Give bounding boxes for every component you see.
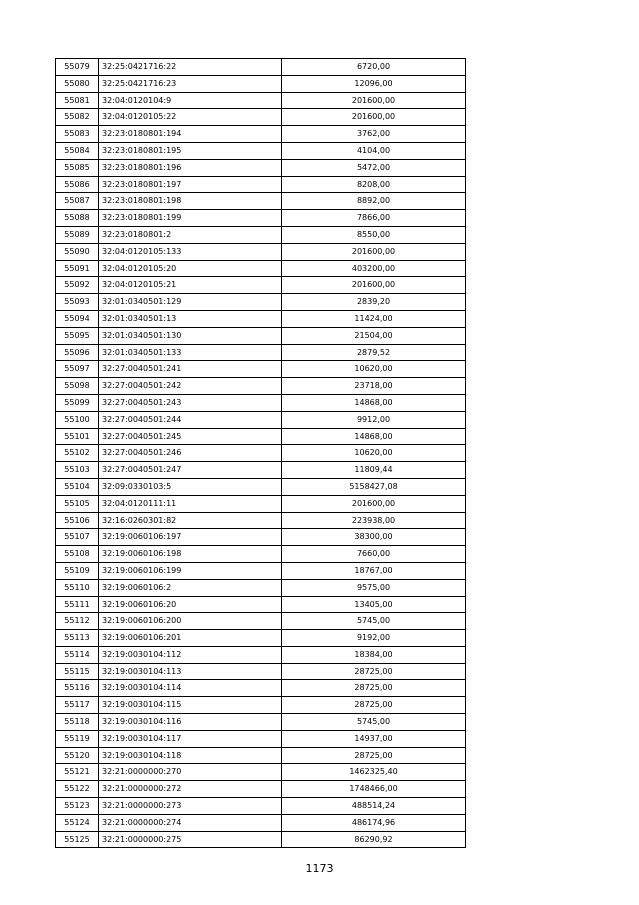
table-row xyxy=(56,159,466,176)
cadastral-number-cell: 32:19:0030104:113 xyxy=(99,663,282,680)
row-number-cell: 55097 xyxy=(56,361,99,378)
row-number-cell: 55101 xyxy=(56,428,99,445)
cadastral-number-cell: 32:27:0040501:242 xyxy=(99,378,282,395)
value-cell: 8550,00 xyxy=(282,226,466,243)
value-cell: 201600,00 xyxy=(282,92,466,109)
cadastral-number-cell: 32:23:0180801:199 xyxy=(99,210,282,227)
row-number-cell: 55088 xyxy=(56,210,99,227)
cadastral-number-cell: 32:27:0040501:246 xyxy=(99,445,282,462)
value-cell: 3762,00 xyxy=(282,126,466,143)
value-cell: 7660,00 xyxy=(282,546,466,563)
row-number-cell: 55110 xyxy=(56,579,99,596)
cadastral-number-cell: 32:19:0060106:2 xyxy=(99,579,282,596)
document-page xyxy=(55,58,466,848)
table-row xyxy=(56,798,466,815)
value-cell: 8892,00 xyxy=(282,193,466,210)
table-row xyxy=(56,92,466,109)
cadastral-number-cell: 32:04:0120104:9 xyxy=(99,92,282,109)
cadastral-number-cell: 32:25:0421716:23 xyxy=(99,75,282,92)
row-number-cell: 55114 xyxy=(56,646,99,663)
value-cell: 11424,00 xyxy=(282,310,466,327)
cadastral-number-cell: 32:21:0000000:275 xyxy=(99,831,282,848)
table-row xyxy=(56,462,466,479)
value-cell: 2879,52 xyxy=(282,344,466,361)
cadastral-number-cell: 32:19:0030104:112 xyxy=(99,646,282,663)
value-cell: 11809,44 xyxy=(282,462,466,479)
value-cell: 488514,24 xyxy=(282,798,466,815)
row-number-cell: 55099 xyxy=(56,394,99,411)
row-number-cell: 55104 xyxy=(56,478,99,495)
row-number-cell: 55084 xyxy=(56,142,99,159)
table-row xyxy=(56,764,466,781)
table-row xyxy=(56,378,466,395)
value-cell: 5472,00 xyxy=(282,159,466,176)
value-cell: 10620,00 xyxy=(282,445,466,462)
row-number-cell: 55116 xyxy=(56,680,99,697)
cadastral-number-cell: 32:21:0000000:272 xyxy=(99,781,282,798)
table-row xyxy=(56,411,466,428)
cadastral-number-cell: 32:19:0060106:197 xyxy=(99,529,282,546)
cadastral-number-cell: 32:04:0120105:20 xyxy=(99,260,282,277)
row-number-cell: 55093 xyxy=(56,294,99,311)
value-cell: 13405,00 xyxy=(282,596,466,613)
cadastral-number-cell: 32:23:0180801:194 xyxy=(99,126,282,143)
value-cell: 18767,00 xyxy=(282,562,466,579)
row-number-cell: 55094 xyxy=(56,310,99,327)
row-number-cell: 55112 xyxy=(56,613,99,630)
value-cell: 201600,00 xyxy=(282,109,466,126)
cadastral-number-cell: 32:27:0040501:244 xyxy=(99,411,282,428)
table-row xyxy=(56,344,466,361)
table-row xyxy=(56,210,466,227)
row-number-cell: 55089 xyxy=(56,226,99,243)
cadastral-number-cell: 32:01:0340501:133 xyxy=(99,344,282,361)
row-number-cell: 55115 xyxy=(56,663,99,680)
cadastral-number-cell: 32:04:0120111:11 xyxy=(99,495,282,512)
cadastral-number-cell: 32:01:0340501:130 xyxy=(99,327,282,344)
cadastral-number-cell: 32:23:0180801:195 xyxy=(99,142,282,159)
row-number-cell: 55125 xyxy=(56,831,99,848)
value-cell: 486174,96 xyxy=(282,814,466,831)
table-row xyxy=(56,75,466,92)
cadastral-number-cell: 32:04:0120105:133 xyxy=(99,243,282,260)
table-row xyxy=(56,294,466,311)
value-cell: 18384,00 xyxy=(282,646,466,663)
row-number-cell: 55098 xyxy=(56,378,99,395)
table-row xyxy=(56,327,466,344)
value-cell: 28725,00 xyxy=(282,747,466,764)
table-row xyxy=(56,814,466,831)
value-cell: 8208,00 xyxy=(282,176,466,193)
row-number-cell: 55118 xyxy=(56,714,99,731)
cadastral-number-cell: 32:04:0120105:22 xyxy=(99,109,282,126)
cadastral-number-cell: 32:04:0120105:21 xyxy=(99,277,282,294)
table-row xyxy=(56,495,466,512)
table-row xyxy=(56,428,466,445)
cadastral-value-table xyxy=(55,58,466,848)
row-number-cell: 55122 xyxy=(56,781,99,798)
row-number-cell: 55082 xyxy=(56,109,99,126)
row-number-cell: 55113 xyxy=(56,630,99,647)
value-cell: 28725,00 xyxy=(282,680,466,697)
table-row xyxy=(56,59,466,76)
table-row xyxy=(56,680,466,697)
cadastral-number-cell: 32:19:0060106:200 xyxy=(99,613,282,630)
value-cell: 10620,00 xyxy=(282,361,466,378)
cadastral-number-cell: 32:01:0340501:13 xyxy=(99,310,282,327)
table-row xyxy=(56,747,466,764)
table-row xyxy=(56,512,466,529)
value-cell: 86290,92 xyxy=(282,831,466,848)
row-number-cell: 55111 xyxy=(56,596,99,613)
row-number-cell: 55107 xyxy=(56,529,99,546)
value-cell: 23718,00 xyxy=(282,378,466,395)
cadastral-number-cell: 32:23:0180801:197 xyxy=(99,176,282,193)
cadastral-number-cell: 32:16:0260301:82 xyxy=(99,512,282,529)
row-number-cell: 55085 xyxy=(56,159,99,176)
table-row xyxy=(56,394,466,411)
cadastral-number-cell: 32:23:0180801:2 xyxy=(99,226,282,243)
cadastral-number-cell: 32:27:0040501:241 xyxy=(99,361,282,378)
cadastral-number-cell: 32:09:0330103:5 xyxy=(99,478,282,495)
cadastral-number-cell: 32:21:0000000:270 xyxy=(99,764,282,781)
row-number-cell: 55100 xyxy=(56,411,99,428)
cadastral-number-cell: 32:19:0030104:117 xyxy=(99,730,282,747)
row-number-cell: 55092 xyxy=(56,277,99,294)
value-cell: 14868,00 xyxy=(282,394,466,411)
cadastral-number-cell: 32:19:0060106:199 xyxy=(99,562,282,579)
cadastral-number-cell: 32:19:0030104:118 xyxy=(99,747,282,764)
value-cell: 201600,00 xyxy=(282,277,466,294)
cadastral-number-cell: 32:25:0421716:22 xyxy=(99,59,282,76)
value-cell: 4104,00 xyxy=(282,142,466,159)
cadastral-number-cell: 32:23:0180801:198 xyxy=(99,193,282,210)
row-number-cell: 55087 xyxy=(56,193,99,210)
value-cell: 5158427,08 xyxy=(282,478,466,495)
value-cell: 5745,00 xyxy=(282,613,466,630)
value-cell: 201600,00 xyxy=(282,495,466,512)
row-number-cell: 55103 xyxy=(56,462,99,479)
cadastral-number-cell: 32:19:0060106:20 xyxy=(99,596,282,613)
value-cell: 9912,00 xyxy=(282,411,466,428)
value-cell: 7866,00 xyxy=(282,210,466,227)
row-number-cell: 55124 xyxy=(56,814,99,831)
table-row xyxy=(56,243,466,260)
row-number-cell: 55095 xyxy=(56,327,99,344)
table-row xyxy=(56,478,466,495)
table-row xyxy=(56,714,466,731)
value-cell: 6720,00 xyxy=(282,59,466,76)
row-number-cell: 55119 xyxy=(56,730,99,747)
table-row xyxy=(56,445,466,462)
value-cell: 403200,00 xyxy=(282,260,466,277)
row-number-cell: 55081 xyxy=(56,92,99,109)
table-body xyxy=(56,59,466,848)
table-row xyxy=(56,260,466,277)
cadastral-number-cell: 32:19:0030104:115 xyxy=(99,697,282,714)
table-row xyxy=(56,361,466,378)
row-number-cell: 55106 xyxy=(56,512,99,529)
value-cell: 21504,00 xyxy=(282,327,466,344)
cadastral-number-cell: 32:19:0060106:198 xyxy=(99,546,282,563)
cadastral-number-cell: 32:21:0000000:274 xyxy=(99,814,282,831)
row-number-cell: 55080 xyxy=(56,75,99,92)
table-row xyxy=(56,596,466,613)
page-number: 1173 xyxy=(305,862,334,875)
table-row xyxy=(56,226,466,243)
table-row xyxy=(56,630,466,647)
table-row xyxy=(56,562,466,579)
value-cell: 28725,00 xyxy=(282,663,466,680)
table-row xyxy=(56,663,466,680)
cadastral-number-cell: 32:23:0180801:196 xyxy=(99,159,282,176)
row-number-cell: 55096 xyxy=(56,344,99,361)
cadastral-number-cell: 32:27:0040501:247 xyxy=(99,462,282,479)
cadastral-number-cell: 32:27:0040501:243 xyxy=(99,394,282,411)
row-number-cell: 55123 xyxy=(56,798,99,815)
cadastral-number-cell: 32:19:0030104:114 xyxy=(99,680,282,697)
table-row xyxy=(56,730,466,747)
table-row xyxy=(56,546,466,563)
row-number-cell: 55108 xyxy=(56,546,99,563)
table-row xyxy=(56,579,466,596)
row-number-cell: 55117 xyxy=(56,697,99,714)
row-number-cell: 55109 xyxy=(56,562,99,579)
table-row xyxy=(56,613,466,630)
table-row xyxy=(56,126,466,143)
row-number-cell: 55090 xyxy=(56,243,99,260)
cadastral-number-cell: 32:01:0340501:129 xyxy=(99,294,282,311)
row-number-cell: 55091 xyxy=(56,260,99,277)
value-cell: 1462325,40 xyxy=(282,764,466,781)
row-number-cell: 55083 xyxy=(56,126,99,143)
cadastral-number-cell: 32:19:0030104:116 xyxy=(99,714,282,731)
row-number-cell: 55105 xyxy=(56,495,99,512)
table-row xyxy=(56,176,466,193)
table-row xyxy=(56,109,466,126)
value-cell: 9575,00 xyxy=(282,579,466,596)
value-cell: 2839,20 xyxy=(282,294,466,311)
cadastral-number-cell: 32:27:0040501:245 xyxy=(99,428,282,445)
value-cell: 28725,00 xyxy=(282,697,466,714)
row-number-cell: 55120 xyxy=(56,747,99,764)
table-row xyxy=(56,142,466,159)
table-row xyxy=(56,193,466,210)
table-row xyxy=(56,529,466,546)
row-number-cell: 55086 xyxy=(56,176,99,193)
row-number-cell: 55102 xyxy=(56,445,99,462)
row-number-cell: 55121 xyxy=(56,764,99,781)
table-row xyxy=(56,697,466,714)
value-cell: 201600,00 xyxy=(282,243,466,260)
table-row xyxy=(56,781,466,798)
value-cell: 14937,00 xyxy=(282,730,466,747)
table-row xyxy=(56,277,466,294)
cadastral-number-cell: 32:21:0000000:273 xyxy=(99,798,282,815)
value-cell: 14868,00 xyxy=(282,428,466,445)
value-cell: 5745,00 xyxy=(282,714,466,731)
value-cell: 38300,00 xyxy=(282,529,466,546)
value-cell: 12096,00 xyxy=(282,75,466,92)
value-cell: 1748466,00 xyxy=(282,781,466,798)
table-row xyxy=(56,831,466,848)
table-row xyxy=(56,646,466,663)
row-number-cell: 55079 xyxy=(56,59,99,76)
table-row xyxy=(56,310,466,327)
cadastral-number-cell: 32:19:0060106:201 xyxy=(99,630,282,647)
value-cell: 223938,00 xyxy=(282,512,466,529)
value-cell: 9192,00 xyxy=(282,630,466,647)
